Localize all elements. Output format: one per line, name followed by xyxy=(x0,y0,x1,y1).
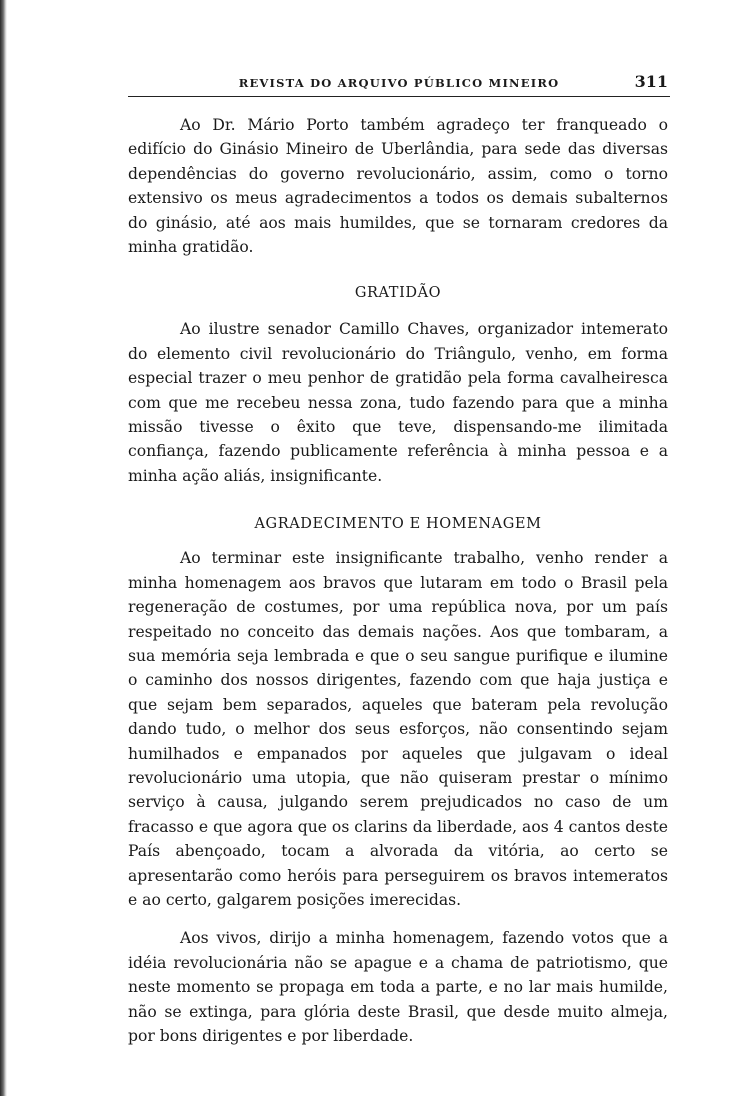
page-header xyxy=(128,74,670,97)
paragraph-gratitude-camillo-chaves: Ao ilustre senador Camillo Chaves, organizador intemerato do elemento civil revolucionário do Triângulo, venho, em forma especial trazer o meu penhor de gratidão pela forma cavalheiresca com que me recebeu nessa zona, tudo fazendo para que a minha missão tivesse o êxito que teve, dispensando-me ilimitada confiança, fazendo publicamente referência à minha pessoa e a minha ação aliás, insignificante. xyxy=(128,320,668,485)
paragraph-homage-living: Aos vivos, dirijo a minha homenagem, fazendo votos que a idéia revolucionária não se apague e a chama de patriotismo, que neste momento se propaga em toda a parte, e no lar mais humilde, não se extinga, para glória deste Brasil, que desde muito almeja, por bons dirigentes e por liberdade. xyxy=(128,929,668,1045)
scan-shadow-edge xyxy=(0,0,7,1096)
paragraph-acknowledgement-mario-porto: Ao Dr. Mário Porto também agradeço ter franqueado o edifício do Ginásio Mineiro de Uberlândia, para sede das diversas dependências do governo revolucionário, assim, como o torno extensivo os meus agradecimentos a todos os demais subalternos do ginásio, até aos mais humildes, que se tornaram credores da minha gratidão. xyxy=(128,116,668,257)
page-body xyxy=(128,113,668,1048)
page-number: 311 xyxy=(634,72,668,91)
section-heading-gratidao: GRATIDÃO xyxy=(354,285,442,302)
section-heading-agradecimento: AGRADECIMENTO E HOMENAGEM xyxy=(254,516,542,533)
paragraph-homage-fallen: Ao terminar este insignificante trabalho, venho render a minha homenagem aos bravos que lutaram em todo o Brasil pela regeneração de costumes, por uma república nova, por um país respeitado no conceito das demais nações. Aos que tombaram, a sua memória seja lembrada e que o seu sangue purifique e ilumine o caminho dos nossos dirigentes, fazendo com que haja justiça e que sejam bem separados, aqueles que bateram pela revolução dando tudo, o melhor dos seus esforços, não consentindo sejam humilhados e empanados por aqueles que julgavam o ideal revolucionário uma utopia, que não quiseram prestar o mínimo serviço à causa, julgando serem prejudicados no caso de um fracasso e que agora que os clarins da liberdade, aos 4 cantos deste País abençoado, tocam a alvorada da vitória, ao certo se apresentarão como heróis para perseguirem os bravos intemeratos e ao certo, galgarem posições imerecidas. xyxy=(128,549,668,909)
running-head: REVISTA DO ARQUIVO PÚBLICO MINEIRO xyxy=(238,76,560,90)
